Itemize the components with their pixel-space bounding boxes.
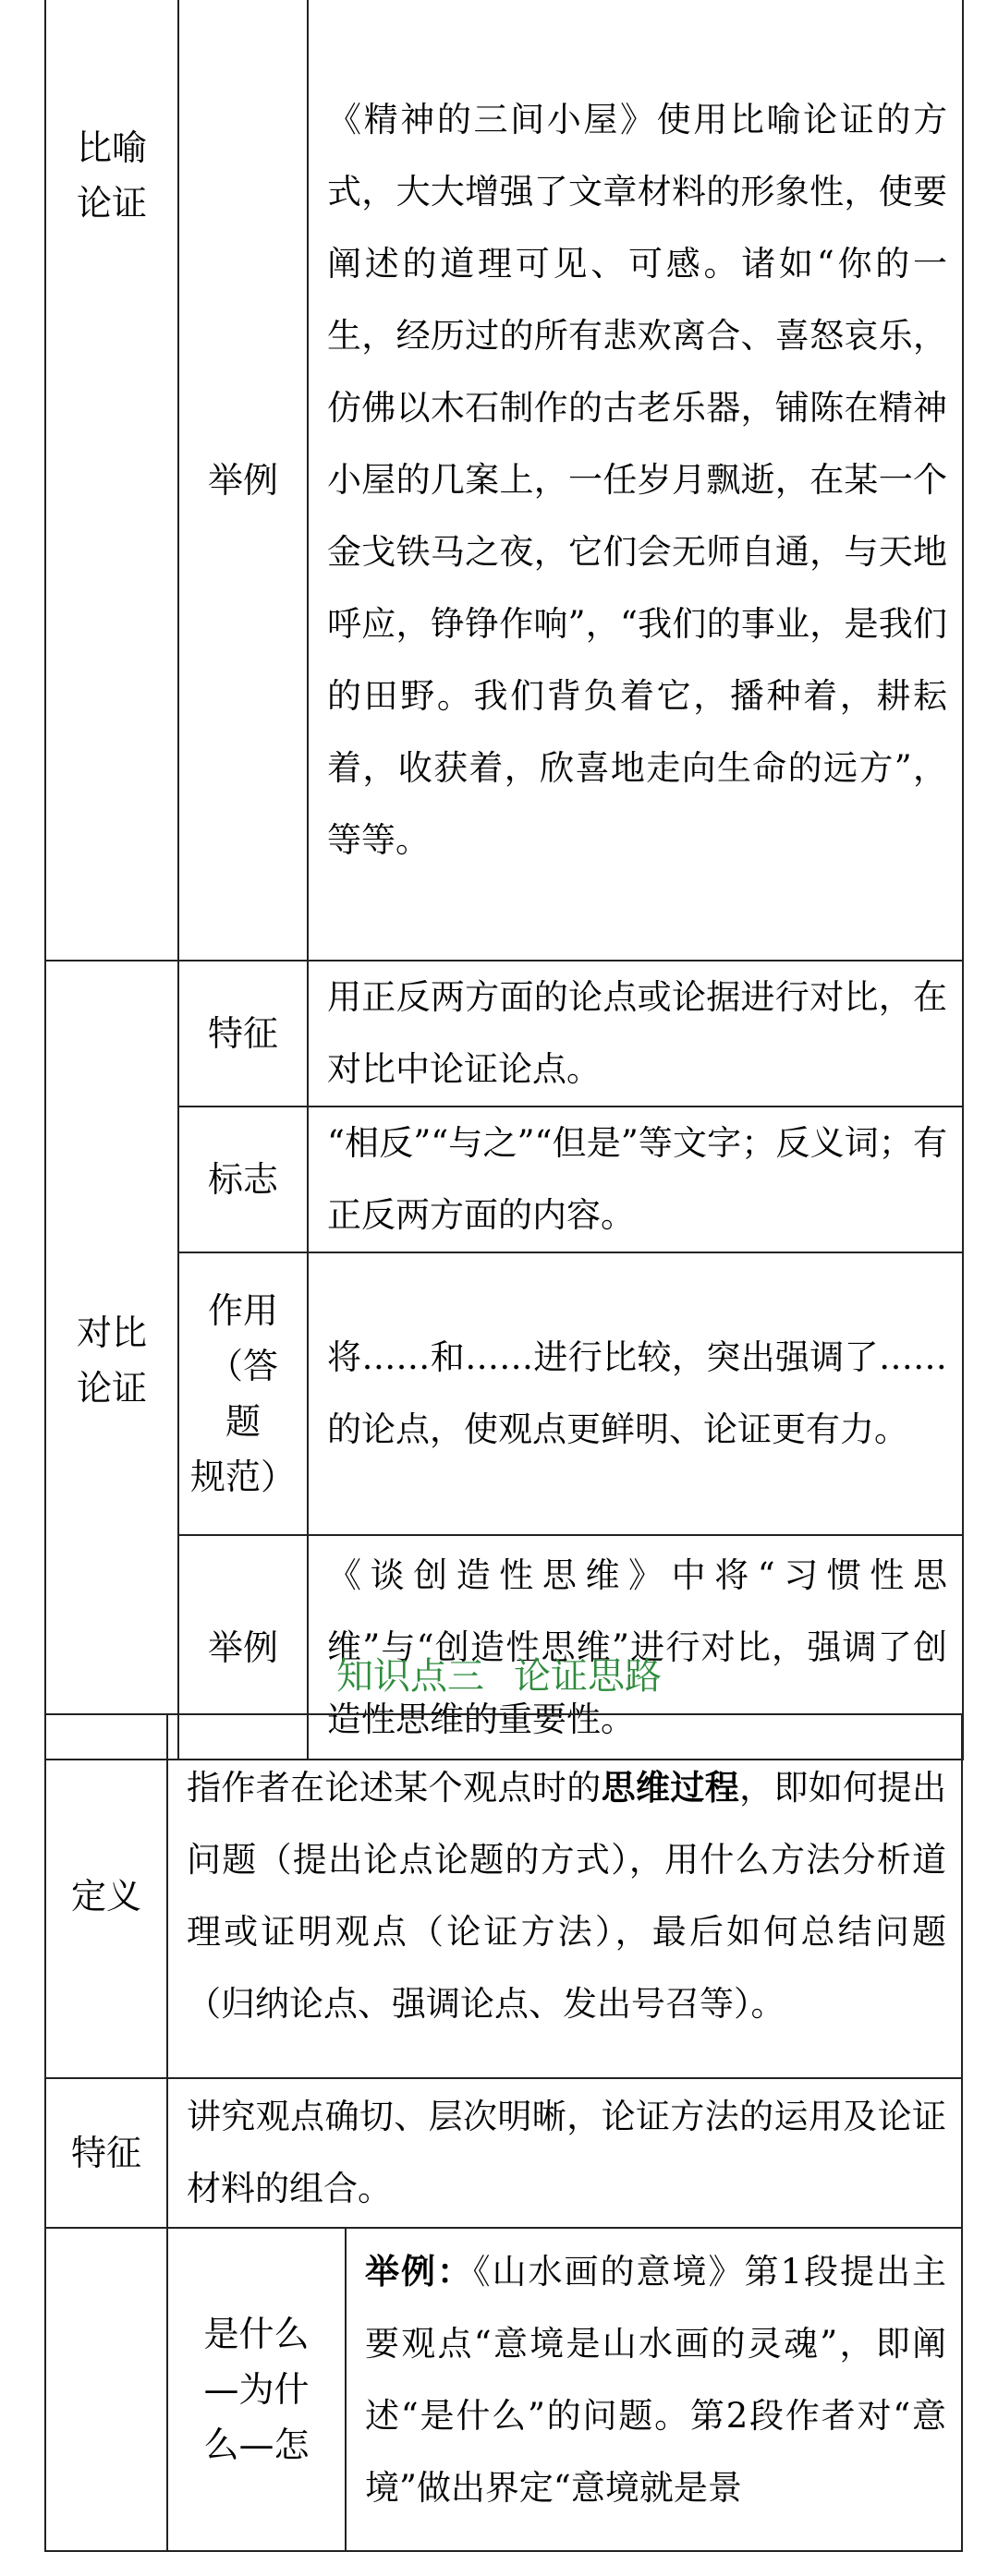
definition-text: 指作者在论述某个观点时的思维过程，即如何提出问题（提出论点论题的方式），用什么方法分析道理或证明观点（论证方法），最后如何总结问题（归纳论点、强调论点、发出号召等）。: [167, 1714, 962, 2078]
section-heading-number: 知识点三: [336, 1655, 484, 1698]
contrast-marker-row: [45, 1107, 963, 1252]
section-heading: [0, 1649, 998, 1704]
contrast-example-text: 《谈创造性思维》中将“习惯性思维”与“创造性思维”进行对比，强调了创造性思维的重要性。: [308, 1535, 963, 1760]
contrast-method-label: [45, 961, 178, 1760]
metaphor-example-text: 《精神的三间小屋》使用比喻论证的方式，大大增强了文章材料的形象性，使要阐述的道理可见、可感。诸如“你的一生，经历过的所有悲欢离合、喜怒哀乐，仿佛以木石制作的古老乐器，铺陈在精神小屋的几案上，一任岁月飘逝，在某一个金戈铁马之夜，它们会无师自通，与天地呼应，铮铮作响”，“我们的事业，是我们的田野。我们背负着它，播种着，耕耘着，收获着，欣喜地走向生命的远方”，等等。: [308, 0, 963, 961]
section-heading-title: 论证思路: [514, 1655, 662, 1698]
pattern-label: 是什么 —为什 么—怎: [167, 2228, 346, 2551]
metaphor-argument-row: [45, 0, 963, 961]
argument-structure-table: [44, 1713, 963, 2552]
contrast-feature-row: [45, 961, 963, 1107]
contrast-marker-text: “相反”“与之”“但是”等文字；反义词；有正反两方面的内容。: [308, 1107, 963, 1252]
metaphor-method-label: [45, 0, 178, 961]
contrast-example-label: 举例: [178, 1535, 308, 1760]
definition-label: 定义: [45, 1714, 167, 2078]
pattern-example-text: 举例：《山水画的意境》第1段提出主要观点“意境是山水画的灵魂”，即阐述“是什么”的问题。第2段作者对“意境”做出界定“意境就是景: [346, 2228, 962, 2551]
contrast-feature-text: 用正反两方面的论点或论据进行对比，在对比中论证论点。: [308, 961, 963, 1107]
argument-methods-table: [44, 0, 964, 1760]
metaphor-method-text: 比喻 论证: [76, 127, 147, 224]
contrast-method-text: 对比 论证: [76, 1312, 147, 1409]
definition-highlight: 思维过程: [601, 1768, 740, 1808]
contrast-function-label: 作用 （答 题 规范）: [178, 1252, 308, 1535]
feature-label: 特征: [45, 2078, 167, 2228]
contrast-feature-label: 特征: [178, 961, 308, 1107]
pattern-empty-cell: [45, 2228, 167, 2551]
feature-row: [45, 2078, 962, 2228]
pattern-example-label: 举例：: [365, 2252, 473, 2292]
feature-text: 讲究观点确切、层次明晰，论证方法的运用及论证材料的组合。: [167, 2078, 962, 2228]
definition-row: [45, 1714, 962, 2078]
metaphor-example-label: 举例: [178, 0, 308, 961]
contrast-marker-label: 标志: [178, 1107, 308, 1252]
contrast-function-text: 将……和……进行比较，突出强调了……的论点，使观点更鲜明、论证更有力。: [308, 1252, 963, 1535]
pattern-row: [45, 2228, 962, 2551]
contrast-function-row: [45, 1252, 963, 1535]
